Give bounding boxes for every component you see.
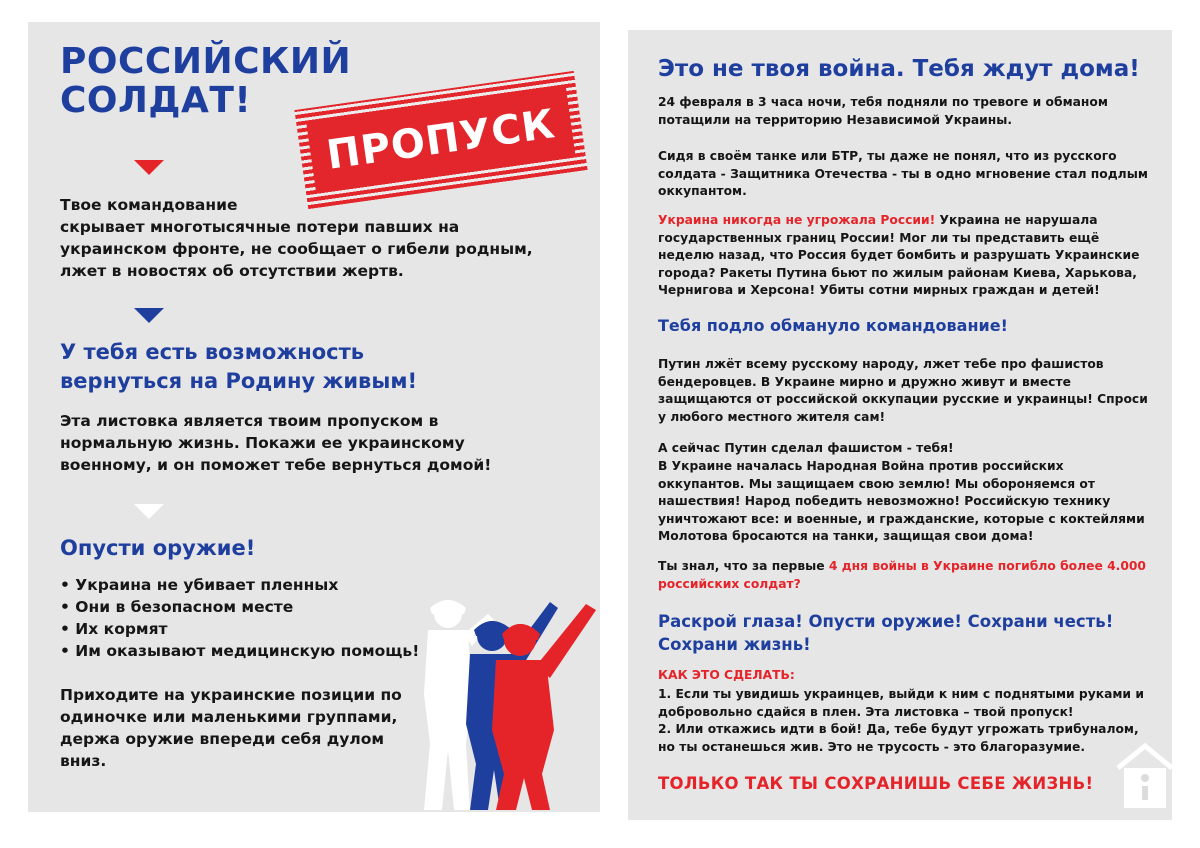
command-deceived-heading: Тебя подло обмануло командование! xyxy=(658,316,1008,335)
ukraine-never-threatened-rest: Украина не нарушала государственных границ России! Мог ли ты представить ещё неделю назад, что Россия будет бомбить и разрушать Украинские города? Ракеты Путина бьют по жилым районам Киева, Харькова, Чернигова и Херсона! Убиты сотни мирных граждан и детей! xyxy=(658,213,1140,297)
command-losses-first-line: Твое командование xyxy=(60,196,238,214)
triangle-blue-icon xyxy=(134,308,164,323)
command-losses-paragraph xyxy=(60,194,560,282)
pass-stamp-label: ПРОПУСК xyxy=(306,87,575,193)
house-icon xyxy=(1116,742,1174,808)
list-item: • Они в безопасном месте xyxy=(60,598,294,616)
triangle-white-icon xyxy=(134,504,164,519)
return-home-heading: У тебя есть возможность вернуться на Родину живым! xyxy=(60,340,418,393)
night-alarm-paragraph: 24 февраля в 3 часа ночи, тебя подняли по тревоге и обманом потащили на территорию Независимой Украины. xyxy=(658,95,1108,127)
surrender-instructions-paragraph: Приходите на украинские позиции по одиночке или маленькими группами, держа оружие впереди себя дулом вниз. xyxy=(60,686,402,770)
command-losses-rest: скрывает многотысячные потери павших на украинском фронте, не сообщает о гибели родным, лжет в новостях об отсутствии жертв. xyxy=(60,218,533,280)
occupant-paragraph: Сидя в своём танке или БТР, ты даже не понял, что из русского солдата - Защитника Отечества - ты в одно мгновение стал подлым оккупантом. xyxy=(658,149,1148,198)
red-soldier-shape xyxy=(492,604,596,810)
how-to-heading: КАК ЭТО СДЕЛАТЬ: xyxy=(658,668,795,682)
open-your-eyes-heading: Раскрой глаза! Опусти оружие! Сохрани честь! Сохрани жизнь! xyxy=(658,612,1114,654)
prisoner-facts-list xyxy=(60,574,419,662)
soldiers-silhouette-icon xyxy=(408,574,598,812)
peoples-war-paragraph: В Украине началась Народная Война против российских оккупантов. Мы защищаем свою землю! Мы обороняемся от нашествия! Народ победить невозможно! Российскую технику уничтожают все: и военные, и гражданские, которые с коктейлями Молотова бросаются на танки, защищая свои дома! xyxy=(658,459,1145,543)
losses-highlight: 4 дня войны в Украине погибло более 4.000 российских солдат? xyxy=(658,559,1146,591)
step-item-1: 1. Если ты увидишь украинцев, выйди к ним с поднятыми руками и добровольно сдайся в плен. Эта листовка – твой пропуск! xyxy=(658,687,1144,719)
putin-lies-paragraph: Путин лжёт всему русскому народу, лжет тебе про фашистов бендеровцев. В Украине мирно и дружно живут и вместе защищаются от российской оккупации русские и украинцы! Спроси у любого местного жителя сам! xyxy=(658,357,1148,424)
triangle-red-icon xyxy=(134,160,164,175)
lay-down-arms-heading: Опусти оружие! xyxy=(60,536,256,560)
ukraine-never-threatened-paragraph xyxy=(658,212,1150,300)
step-item-2: 2. Или откажись идти в бой! Да, тебе будут угрожать трибуналом, но ты останешься жив. Это не трусость - это благоразумие. xyxy=(658,722,1139,754)
peoples-war-first-line: А сейчас Путин сделал фашистом - тебя! xyxy=(658,441,954,455)
right-leaflet-page xyxy=(628,30,1172,820)
left-leaflet-page xyxy=(28,22,600,812)
losses-paragraph xyxy=(658,558,1150,593)
list-item: • Им оказывают медицинскую помощь! xyxy=(60,642,420,660)
list-item: • Украина не убивает пленных xyxy=(60,576,339,594)
not-your-war-title: Это не твоя война. Тебя ждут дома! xyxy=(658,56,1140,82)
leaflet-title: РОССИЙСКИЙ СОЛДАТ! xyxy=(60,41,352,121)
save-your-life-slogan: ТОЛЬКО ТАК ТЫ СОХРАНИШЬ СЕБЕ ЖИЗНЬ! xyxy=(658,774,1094,793)
pass-explanation-paragraph: Эта листовка является твоим пропуском в нормальную жизнь. Покажи ее украинскому военному, и он поможет тебе вернуться домой! xyxy=(60,412,492,474)
ukraine-never-threatened-highlight: Украина никогда не угрожала России! xyxy=(658,213,936,227)
losses-intro: Ты знал, что за первые xyxy=(658,559,829,573)
steps-list xyxy=(658,686,1150,756)
list-item: • Их кормят xyxy=(60,620,168,638)
